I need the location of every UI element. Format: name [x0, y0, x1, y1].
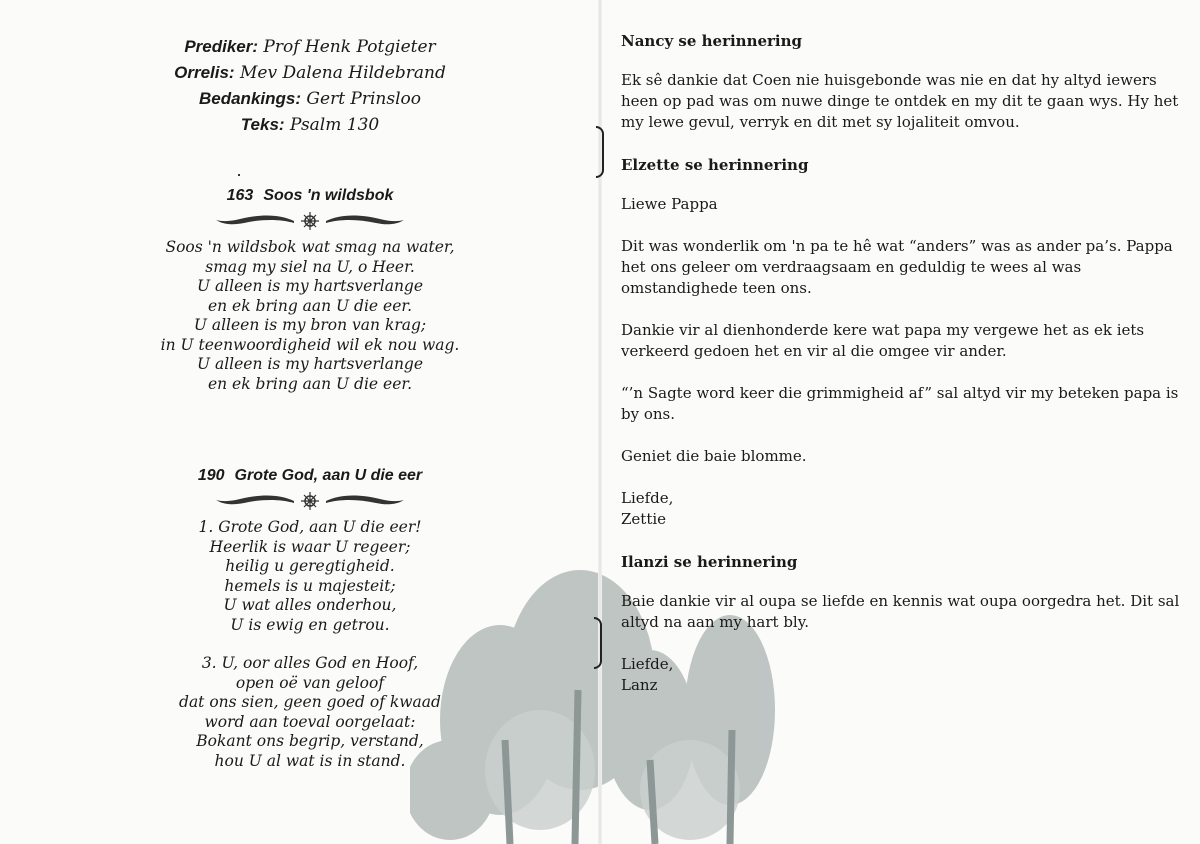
memory-ilanzi	[621, 551, 1191, 696]
paragraph: Dankie vir al dienhonderde kere wat papa my vergewe het as ek iets verkeerd gedoen het en vir al die omgee vir ander.	[621, 321, 1145, 360]
credit-text: Teks: Psalm 130	[240, 115, 380, 135]
credit-organist: Orrelis: Mev Dalena Hildebrand	[174, 63, 446, 83]
memory-nancy	[621, 30, 1191, 133]
section-heading: Elzette se herinnering	[621, 156, 809, 174]
signoff: Liefde, Zettie	[621, 489, 674, 528]
section-heading: Ilanzi se herinnering	[621, 553, 798, 571]
credit-preacher: Prediker: Prof Henk Potgieter	[184, 37, 436, 57]
signoff: Liefde, Lanz	[621, 655, 674, 694]
paragraph: Geniet die baie blomme.	[621, 447, 807, 465]
hymn-title: 190 Grote God, aan U die eer	[197, 467, 423, 484]
memory-elzette	[621, 154, 1191, 530]
hymn-stanza: Soos 'n wildsbok wat smag na water, smag my siel na U, o Heer. U alleen is my hartsverlange en ek bring aan U die eer. U alleen is my bron van krag; in U teenwoordigheid wil ek nou wag. U alleen is my hartsverlange en ek bring aan U die eer.	[160, 238, 460, 393]
right-page	[600, 0, 1200, 844]
paragraph: Ek sê dankie dat Coen nie huisgebonde was nie en dat hy altyd iewers heen op pad was om nuwe dinge te ontdek en my dit te gaan wys. Hy het my lewe gevul, verryk en dit met sy lojaliteit omvou.	[621, 71, 1179, 131]
hymn-stanza: 1. Grote God, aan U die eer! Heerlik is waar U regeer; heilig u geregtigheid. hemels is u majesteit; U wat alles onderhou, U is ewig en getrou.	[198, 518, 422, 634]
paragraph: Baie dankie vir al oupa se liefde en kennis wat oupa oorgedra het. Dit sal altyd na aan my hart bly.	[621, 592, 1180, 631]
speck	[238, 174, 240, 176]
section-heading: Nancy se herinnering	[621, 32, 803, 50]
paragraph: Dit was wonderlik om 'n pa te hê wat “anders” was as ander pa’s. Pappa het ons geleer om verdraagsaam en geduldig te wees al was omstandighede teen ons.	[621, 237, 1173, 297]
paragraph: “’n Sagte word keer die grimmigheid af” sal altyd vir my beteken papa is by ons.	[621, 384, 1179, 423]
memories-column	[621, 30, 1191, 717]
hymn-stanza: 3. U, oor alles God en Hoof, open oë van geloof dat ons sien, geen goed of kwaad word aan toeval oorgelaat: Bokant ons begrip, verstand, hou U al wat is in stand.	[179, 654, 441, 770]
hymn-title: 163 Soos 'n wildsbok	[226, 187, 394, 204]
hymn-163	[100, 184, 520, 413]
service-credits	[160, 34, 460, 138]
flourish-ornament-icon	[210, 490, 410, 512]
flourish-ornament-icon	[210, 210, 410, 232]
paragraph: Liewe Pappa	[621, 195, 718, 213]
credit-thanks: Bedankings: Gert Prinsloo	[198, 89, 422, 109]
